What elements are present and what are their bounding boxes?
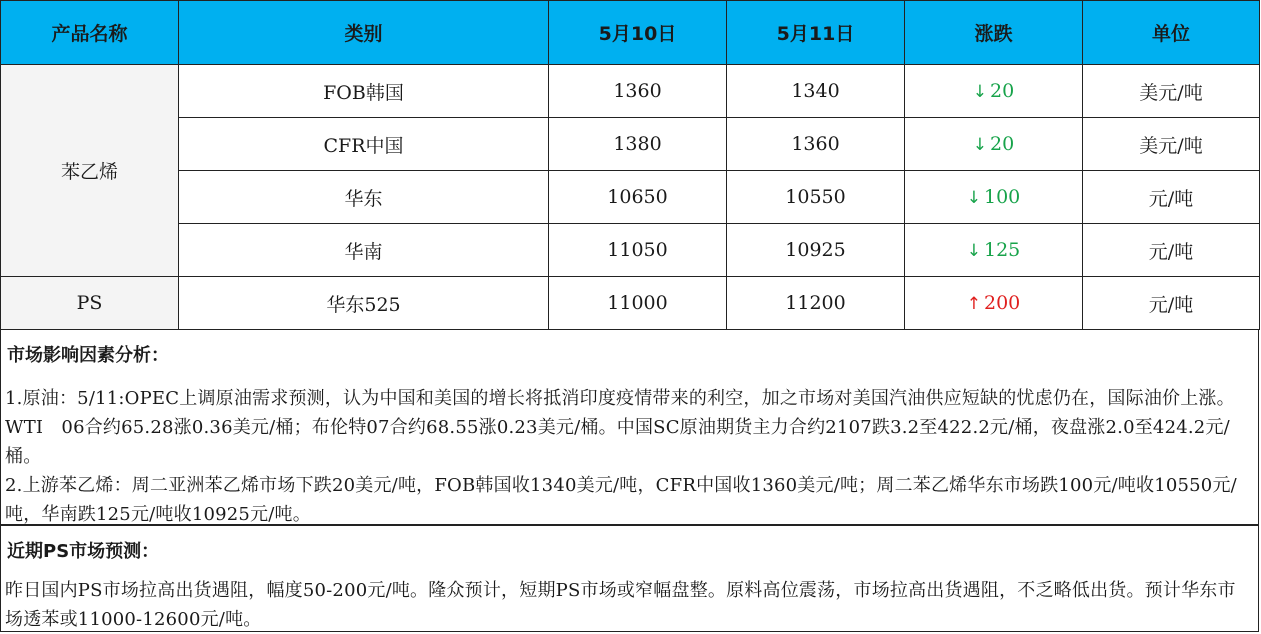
market-analysis-section [0, 330, 1259, 525]
table-row [1, 224, 1260, 277]
header-category: 类别 [179, 1, 549, 65]
table-row [1, 277, 1260, 330]
forecast-title: 近期PS市场预测： [7, 541, 160, 562]
category-cell: 华东 [179, 171, 549, 224]
category-cell: 华南 [179, 224, 549, 277]
up-arrow-icon: ↑ [966, 294, 981, 314]
category-cell: CFR中国 [179, 118, 549, 171]
may10-price: 1360 [549, 65, 727, 118]
change-value: 200 [983, 292, 1021, 314]
change-cell [905, 224, 1083, 277]
change-cell [905, 118, 1083, 171]
change-value: 20 [990, 133, 1015, 155]
analysis-paragraph-styrene: 2.上游苯乙烯：周二亚洲苯乙烯市场下跌20美元/吨，FOB韩国收1340美元/吨，CFR中国收1360美元/吨；周二苯乙烯华东市场跌100元/吨收10550元/吨，华南跌125元/吨收10925元/吨。 [5, 475, 1237, 525]
product-ps: PS [1, 277, 179, 330]
table-row [1, 171, 1260, 224]
may10-price: 1380 [549, 118, 727, 171]
may10-price: 10650 [549, 171, 727, 224]
analysis-paragraph-crude: 1.原油：5/11:OPEC上调原油需求预测，认为中国和美国的增长将抵消印度疫情带来的利空，加之市场对美国汽油供应短缺的忧虑仍在，国际油价上涨。WTI 06合约65.28涨0.36美元/桶；布伦特07合约68.55涨0.23美元/桶。中国SC原油期货主力合约2107跌3.2至422.2元/桶，夜盘涨2.0至424.2元/桶。 [5, 388, 1235, 467]
unit-cell: 美元/吨 [1083, 118, 1260, 171]
down-arrow-icon: ↓ [966, 188, 981, 208]
down-arrow-icon: ↓ [972, 135, 988, 155]
may11-price: 10925 [727, 224, 905, 277]
header-unit: 单位 [1083, 1, 1260, 65]
change-cell [905, 277, 1083, 330]
down-arrow-icon: ↓ [966, 241, 981, 261]
unit-cell: 元/吨 [1083, 277, 1260, 330]
unit-cell: 元/吨 [1083, 224, 1260, 277]
down-arrow-icon: ↓ [972, 82, 988, 102]
may11-price: 11200 [727, 277, 905, 330]
change-cell [905, 171, 1083, 224]
header-may10: 5月10日 [549, 1, 727, 65]
may11-price: 1360 [727, 118, 905, 171]
analysis-title: 市场影响因素分析： [7, 345, 169, 366]
may11-price: 1340 [727, 65, 905, 118]
category-cell: FOB韩国 [179, 65, 549, 118]
table-row [1, 65, 1260, 118]
category-cell: 华东525 [179, 277, 549, 330]
header-product-name: 产品名称 [1, 1, 179, 65]
may11-price: 10550 [727, 171, 905, 224]
header-change: 涨跌 [905, 1, 1083, 65]
unit-cell: 元/吨 [1083, 171, 1260, 224]
change-value: 20 [990, 80, 1015, 102]
change-value: 125 [983, 239, 1021, 261]
market-forecast-section [0, 525, 1259, 632]
table-row [1, 118, 1260, 171]
change-cell [905, 65, 1083, 118]
unit-cell: 美元/吨 [1083, 65, 1260, 118]
product-styrene: 苯乙烯 [1, 65, 179, 277]
forecast-paragraph: 昨日国内PS市场拉高出货遇阻，幅度50-200元/吨。隆众预计，短期PS市场或窄幅盘整。原料高位震荡，市场拉高出货遇阻，不乏略低出货。预计华东市场透苯或11000-12600元/吨。 [5, 580, 1236, 630]
header-may11: 5月11日 [727, 1, 905, 65]
change-value: 100 [983, 186, 1021, 208]
may10-price: 11000 [549, 277, 727, 330]
table-header-row [1, 1, 1260, 65]
may10-price: 11050 [549, 224, 727, 277]
